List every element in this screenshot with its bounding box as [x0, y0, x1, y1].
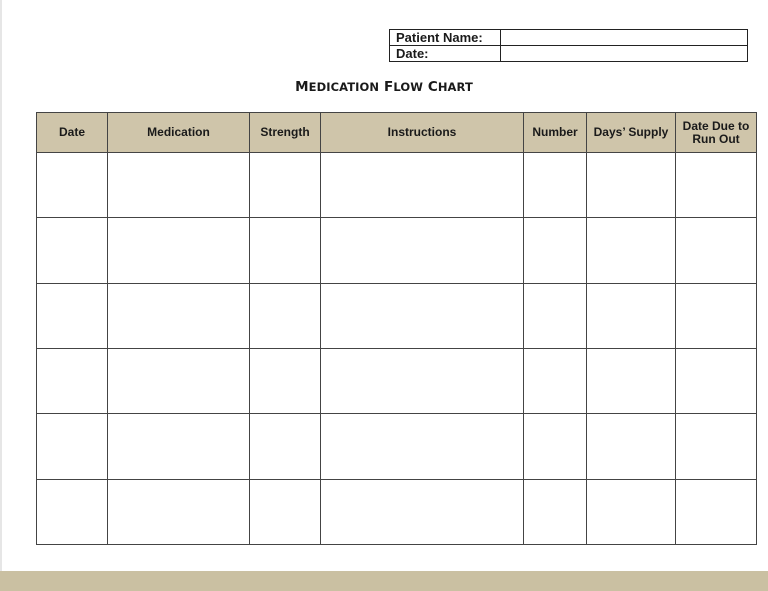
table-cell[interactable]: [676, 218, 757, 283]
table-cell[interactable]: [250, 283, 321, 348]
table-row: [37, 348, 757, 413]
header-number: Number: [524, 113, 587, 153]
medication-table: [36, 112, 757, 545]
table-cell[interactable]: [250, 348, 321, 413]
table-cell[interactable]: [676, 414, 757, 479]
table-cell[interactable]: [587, 479, 676, 544]
header-date-due: Date Due to Run Out: [676, 113, 757, 153]
table-cell[interactable]: [524, 153, 587, 218]
table-body: [37, 153, 757, 545]
table-cell[interactable]: [321, 479, 524, 544]
table-cell[interactable]: [587, 414, 676, 479]
table-cell[interactable]: [37, 479, 108, 544]
table-cell[interactable]: [587, 218, 676, 283]
table-cell[interactable]: [37, 153, 108, 218]
table-cell[interactable]: [108, 283, 250, 348]
header-strength: Strength: [250, 113, 321, 153]
table-cell[interactable]: [108, 479, 250, 544]
table-cell[interactable]: [250, 218, 321, 283]
table-cell[interactable]: [250, 153, 321, 218]
table-cell[interactable]: [587, 348, 676, 413]
page-title: MEDICATION FLOW CHART: [295, 79, 473, 95]
table-row: [37, 153, 757, 218]
table-cell[interactable]: [37, 283, 108, 348]
table-cell[interactable]: [524, 218, 587, 283]
date-label: Date:: [390, 46, 501, 62]
header-days-supply: Days’ Supply: [587, 113, 676, 153]
table-row: [37, 218, 757, 283]
table-cell[interactable]: [108, 414, 250, 479]
table-cell[interactable]: [321, 414, 524, 479]
patient-info-box: [389, 29, 748, 62]
header-date: Date: [37, 113, 108, 153]
table-cell[interactable]: [524, 348, 587, 413]
table-cell[interactable]: [37, 414, 108, 479]
table-cell[interactable]: [108, 348, 250, 413]
table-cell[interactable]: [676, 479, 757, 544]
table-cell[interactable]: [676, 153, 757, 218]
table-cell[interactable]: [250, 414, 321, 479]
table-row: [37, 479, 757, 544]
table-cell[interactable]: [587, 153, 676, 218]
table-cell[interactable]: [321, 218, 524, 283]
table-cell[interactable]: [321, 348, 524, 413]
table-cell[interactable]: [37, 348, 108, 413]
header-medication: Medication: [108, 113, 250, 153]
table-cell[interactable]: [37, 218, 108, 283]
table-row: [37, 283, 757, 348]
patient-name-label: Patient Name:: [390, 30, 501, 46]
patient-name-field[interactable]: [501, 30, 748, 46]
date-field[interactable]: [501, 46, 748, 62]
table-cell[interactable]: [108, 153, 250, 218]
table-row: [37, 414, 757, 479]
footer-band: [0, 571, 768, 591]
table-header-row: [37, 113, 757, 153]
table-cell[interactable]: [524, 479, 587, 544]
table-cell[interactable]: [321, 153, 524, 218]
table-cell[interactable]: [321, 283, 524, 348]
table-cell[interactable]: [250, 479, 321, 544]
table-cell[interactable]: [676, 348, 757, 413]
table-cell[interactable]: [676, 283, 757, 348]
table-cell[interactable]: [108, 218, 250, 283]
table-cell[interactable]: [524, 283, 587, 348]
table-cell[interactable]: [587, 283, 676, 348]
header-instructions: Instructions: [321, 113, 524, 153]
table-cell[interactable]: [524, 414, 587, 479]
